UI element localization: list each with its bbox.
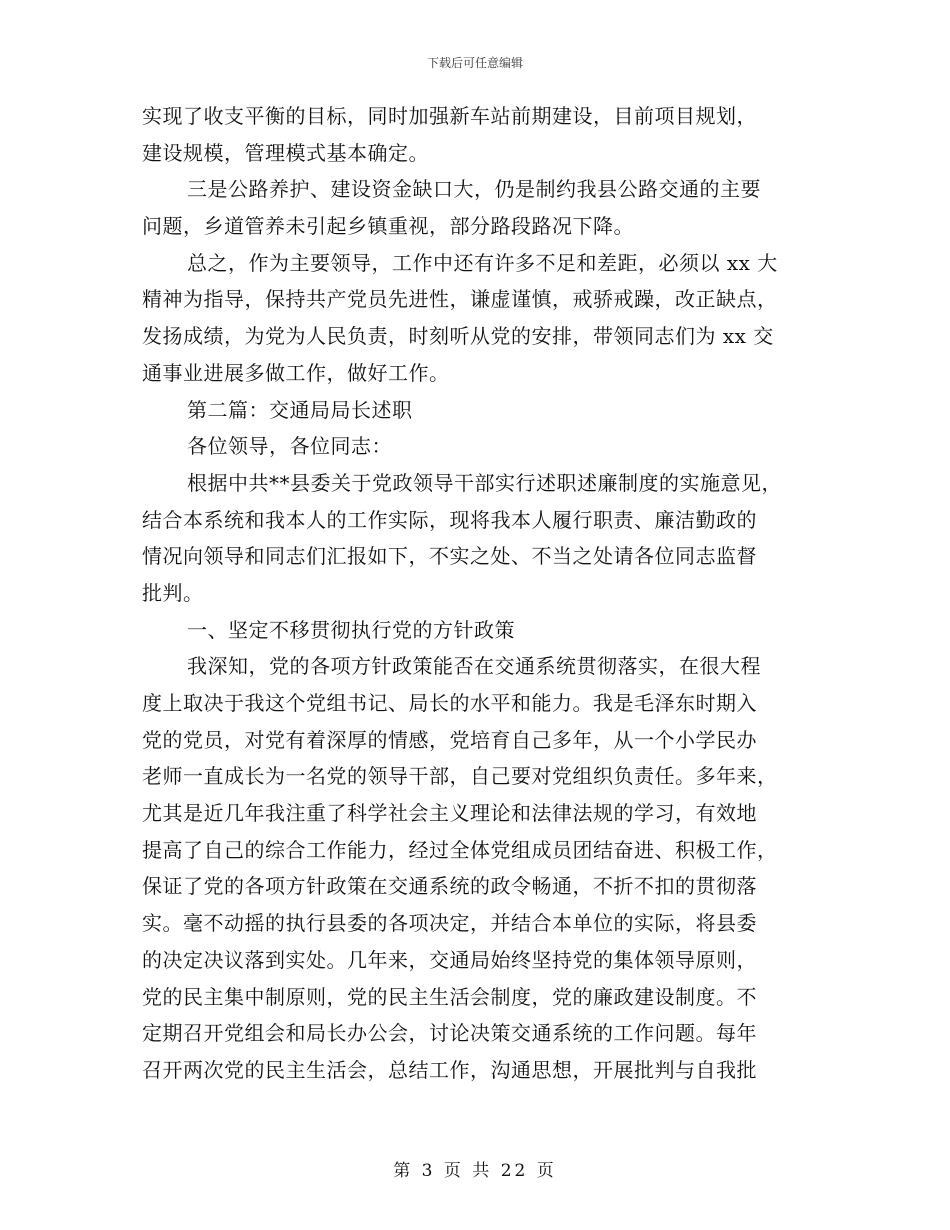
page-header-note: 下载后可任意编辑 [426, 56, 523, 70]
paragraph-start: 我深知，党的各项方针政策能否在交通系统贯彻落实，在很大程 [187, 654, 761, 679]
text-line: 结合本系统和我本人的工作实际，现将我本人履行职责、廉洁勤政的 [142, 507, 757, 532]
text-line: 定期召开党组会和局长办公会，讨论决策交通系统的工作问题。每年 [142, 1021, 757, 1046]
paragraph-start: 根据中共**县委关于党政领导干部实行述职述廉制度的实施意见， [187, 470, 782, 495]
text-line: 发扬成绩，为党为人民负责，时刻听从党的安排，带领同志们为 xx 交 [142, 324, 774, 349]
text-line: 提高了自己的综合工作能力，经过全体党组成员团结奋进、积极工作， [142, 837, 778, 862]
text-line: 情况向领导和同志们汇报如下，不实之处、不当之处请各位同志监督 [142, 544, 757, 569]
paragraph-start: 总之，作为主要领导，工作中还有许多不足和差距，必须以 xx 大 [187, 250, 778, 275]
text-line: 度上取决于我这个党组书记、局长的水平和能力。我是毛泽东时期入 [142, 691, 757, 715]
text-line: 老师一直成长为一名党的领导干部，自己要对党组织负责任。多年来， [142, 764, 778, 789]
subsection-heading: 一、坚定不移贯彻执行党的方针政策 [187, 617, 515, 642]
document-body [142, 98, 812, 1089]
text-line: 通事业进展多做工作，做好工作。 [142, 360, 450, 385]
paragraph-start: 三是公路养护、建设资金缺口大，仍是制约我县公路交通的主要 [187, 177, 761, 202]
text-line: 建设规模，管理模式基本确定。 [142, 140, 429, 165]
page-number-footer: 第 3 页 共 22 页 [393, 1161, 557, 1181]
text-line: 召开两次党的民主生活会，总结工作，沟通思想，开展批判与自我批 [142, 1057, 757, 1082]
salutation: 各位领导，各位同志： [187, 434, 392, 459]
text-line: 的决定决议落到实处。几年来，交通局始终坚持党的集体领导原则， [142, 947, 757, 972]
text-line: 尤其是近几年我注重了科学社会主义理论和法律法规的学习，有效地 [142, 801, 757, 826]
text-line: 党的民主集中制原则，党的民主生活会制度，党的廉政建设制度。不 [142, 984, 757, 1009]
text-line: 实现了收支平衡的目标，同时加强新车站前期建设，目前项目规划， [142, 104, 757, 128]
text-line: 保证了党的各项方针政策在交通系统的政令畅通，不折不扣的贯彻落 [142, 874, 757, 899]
text-line: 精神为指导，保持共产党员先进性，谦虚谨慎，戒骄戒躁，改正缺点， [142, 287, 778, 312]
text-line: 党的党员，对党有着深厚的情感，党培育自己多年，从一个小学民办 [142, 727, 757, 752]
text-line: 实。毫不动摇的执行县委的各项决定，并结合本单位的实际，将县委 [142, 911, 757, 936]
text-line: 问题，乡道管养未引起乡镇重视，部分路段路况下降。 [142, 214, 634, 239]
text-line: 批判。 [142, 580, 204, 605]
section-title: 第二篇：交通局局长述职 [187, 397, 413, 422]
